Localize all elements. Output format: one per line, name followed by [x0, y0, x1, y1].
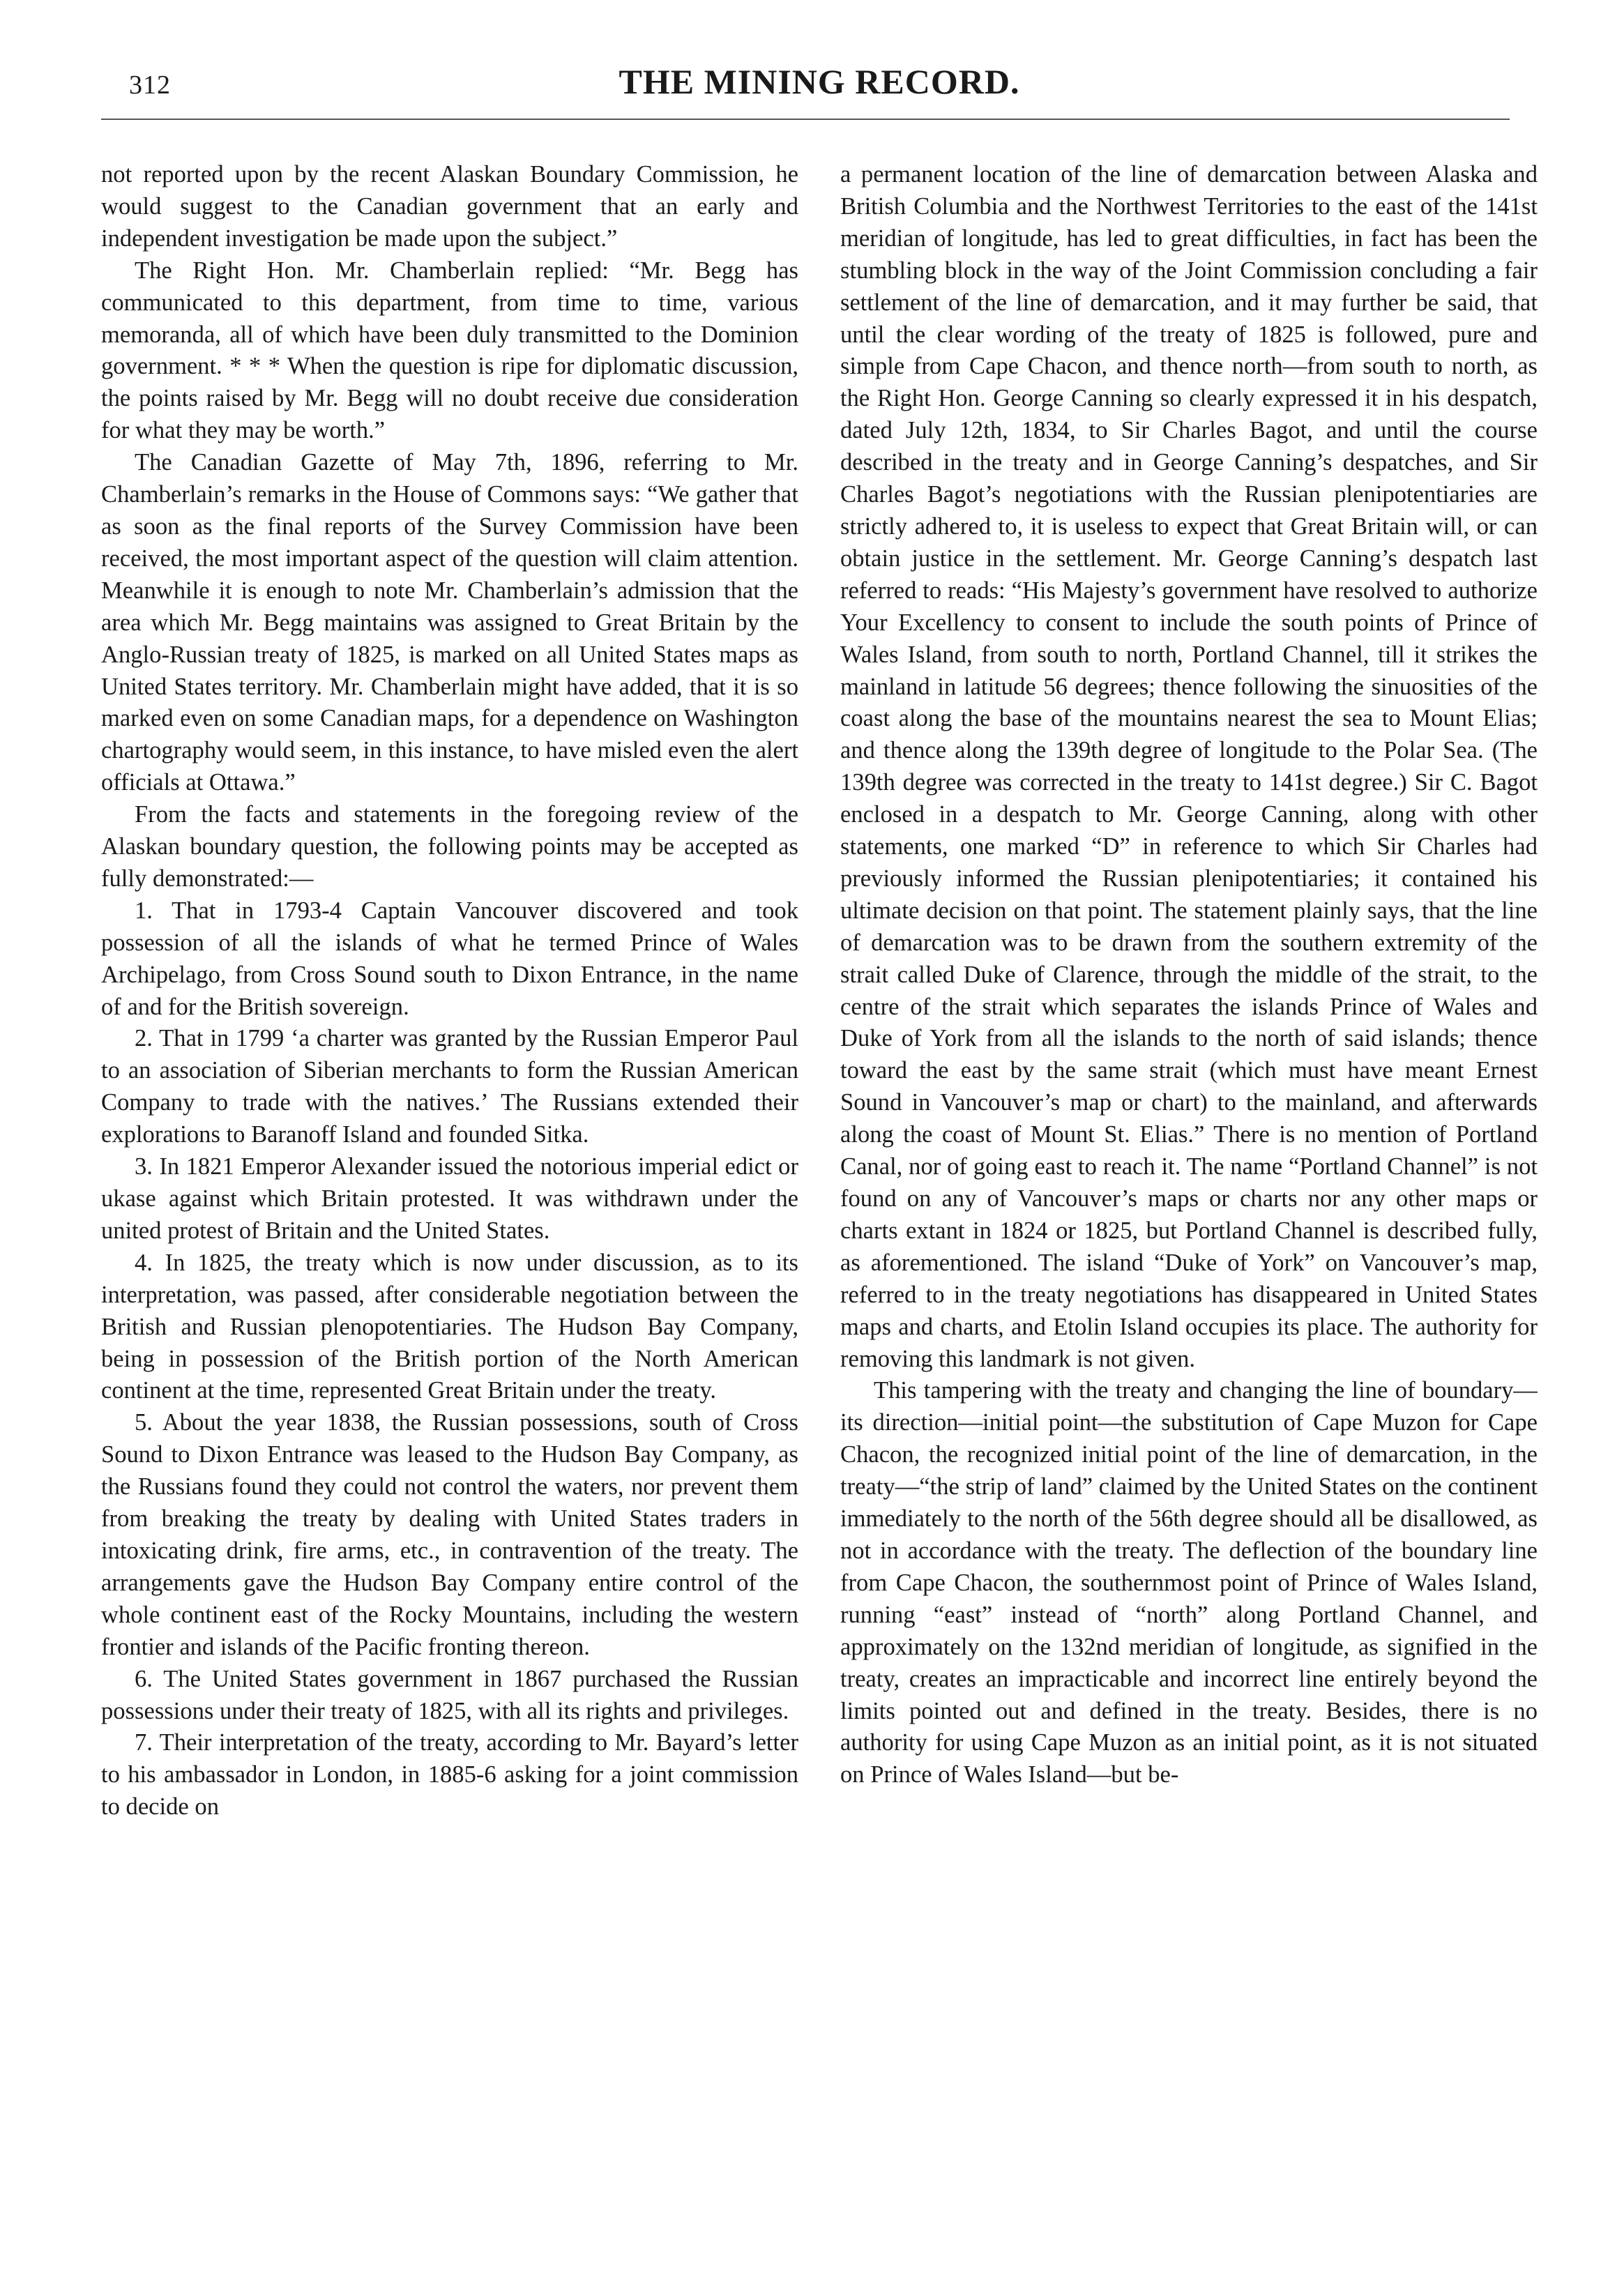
list-item: 7. Their interpretation of the treaty, according to Mr. Bayard’s letter to his ambassador in London, in 1885-6 asking for a joint commission to decide on [101, 1729, 798, 1821]
paragraph: The Right Hon. Mr. Chamberlain replied: “Mr. Begg has communicated to this department, from time to time, various memoranda, all of which have been duly transmitted to the Dominion government. * * * When the question is ripe for diplomatic discussion, the points raised by Mr. Begg will no doubt receive due consideration for what they may be worth.” [101, 257, 798, 444]
list-item: 3. In 1821 Emperor Alexander issued the notorious imperial edict or ukase against which Britain protested. It was withdrawn under the united protest of Britain and the United States. [101, 1153, 798, 1244]
left-column [101, 159, 798, 2258]
right-column [840, 159, 1538, 2258]
paragraph: not reported upon by the recent Alaskan Boundary Commission, he would suggest to the Canadian government that an early and independent investigation be made upon the subject.” [101, 161, 798, 252]
journal-title: THE MINING RECORD. [619, 62, 1020, 101]
page-number: 312 [129, 70, 171, 100]
list-item: 5. About the year 1838, the Russian possessions, south of Cross Sound to Dixon Entrance was leased to the Hudson Bay Company, as the Russians found they could not control the waters, nor prevent them from breaking the treaty by dealing with United States traders in intoxicating drink, fire arms, etc., in contravention of the treaty. The arrangements gave the Hudson Bay Company entire control of the whole continent east of the Rocky Mountains, including the western frontier and islands of the Pacific fronting thereon. [101, 1409, 798, 1660]
paragraph: This tampering with the treaty and changing the line of boundary—its direction—initial point—the substitution of Cape Muzon for Cape Chacon, the recognized initial point of the line of demarcation, in the treaty—“the strip of land” claimed by the United States on the continent immediately to the north of the 56th degree should all be disallowed, as not in accordance with the treaty. The deflection of the boundary line from Cape Chacon, the southernmost point of Prince of Wales Island, running “east” instead of “north” along Portland Channel, and approximately on the 132nd meridian of longitude, as signified in the treaty, creates an impracticable and incorrect line entirely beyond the limits pointed out and defined in the treaty. Besides, there is no authority for using Cape Muzon as an initial point, as it is not situated on Prince of Wales Island—but be- [840, 1377, 1538, 1788]
list-item: 2. That in 1799 ‘a charter was granted by the Russian Emperor Paul to an association of Siberian merchants to form the Russian American Company to trade with the natives.’ The Russians extended their explorations to Baranoff Island and founded Sitka. [101, 1025, 798, 1148]
paragraph: The Canadian Gazette of May 7th, 1896, referring to Mr. Chamberlain’s remarks in the House of Commons says: “We gather that as soon as the final reports of the Survey Commission have been received, the most important aspect of the question will claim attention. Meanwhile it is enough to note Mr. Chamberlain’s admission that the area which Mr. Begg maintains was assigned to Great Britain by the Anglo-Russian treaty of 1825, is marked on all United States maps as United States territory. Mr. Chamberlain might have added, that it is so marked even on some Canadian maps, for a dependence on Washington chartography would seem, in this instance, to have misled even the alert officials at Ottawa.” [101, 449, 798, 796]
list-item: 6. The United States government in 1867 purchased the Russian possessions under their treaty of 1825, with all its rights and privileges. [101, 1665, 798, 1724]
list-item: 4. In 1825, the treaty which is now under discussion, as to its interpretation, was passed, after considerable negotiation between the British and Russian plenopotentiaries. The Hudson Bay Company, being in possession of the British portion of the North American continent at the time, represented Great Britain under the treaty. [101, 1249, 798, 1404]
paragraph: a permanent location of the line of demarcation between Alaska and British Columbia and the Northwest Territories to the east of the 141st meridian of longitude, has led to great difficulties, in fact has been the stumbling block in the way of the Joint Commission concluding a fair settlement of the line of demarcation, and it may further be said, that until the clear wording of the treaty of 1825 is followed, pure and simple from Cape Chacon, and thence north—from south to north, as the Right Hon. George Canning so clearly expressed it in his despatch, dated July 12th, 1834, to Sir Charles Bagot, and until the course described in the treaty and in George Canning’s despatches, and Sir Charles Bagot’s negotiations with the Russian plenipotentiaries are strictly adhered to, it is useless to expect that Great Britain will, or can obtain justice in the settlement. Mr. George Canning’s despatch last referred to reads: “His Majesty’s government have resolved to authorize Your Excellency to consent to include the south points of Prince of Wales Island, from south to north, Portland Channel, till it strikes the mainland in latitude 56 degrees; thence following the sinuosities of the coast along the base of the mountains nearest the sea to Mount Elias; and thence along the 139th degree of longitude to the Polar Sea. (The 139th degree was corrected in the treaty to 141st degree.) Sir C. Bagot enclosed in a despatch to Mr. George Canning, along with other statements, one marked “D” in reference to which Sir Charles had previously informed the Russian plenipotentiaries; it contained his ultimate decision on that point. The statement plainly says, that the line of demarcation was to be drawn from the southern extremity of the strait called Duke of Clarence, through the middle of the strait, to the centre of the strait which separates the islands Prince of Wales and Duke of York from all the islands to the north of said islands; thence toward the east by the same strait (which must have meant Ernest Sound in Vancouver’s map or chart) to the mainland, and afterwards along the coast of Mount St. Elias.” There is no mention of Portland Canal, nor of going east to reach it. The name “Portland Channel” is not found on any of Vancouver’s maps or charts nor any other maps or charts extant in 1824 or 1825, but Portland Channel is described fully, as aforementioned. The island “Duke of York” on Vancouver’s map, referred to in the treaty negotiations has disappeared in United States maps and charts, and Etolin Island occupies its place. The authority for removing this landmark is not given. [840, 161, 1538, 1372]
paragraph: From the facts and statements in the foregoing review of the Alaskan boundary question, the following points may be accepted as fully demonstrated:— [101, 801, 798, 892]
list-item: 1. That in 1793-4 Captain Vancouver discovered and took possession of all the islands of what he termed Prince of Wales Archipelago, from Cross Sound south to Dixon Entrance, in the name of and for the British sovereign. [101, 897, 798, 1020]
page-header [101, 61, 1538, 110]
header-rule [101, 119, 1510, 120]
